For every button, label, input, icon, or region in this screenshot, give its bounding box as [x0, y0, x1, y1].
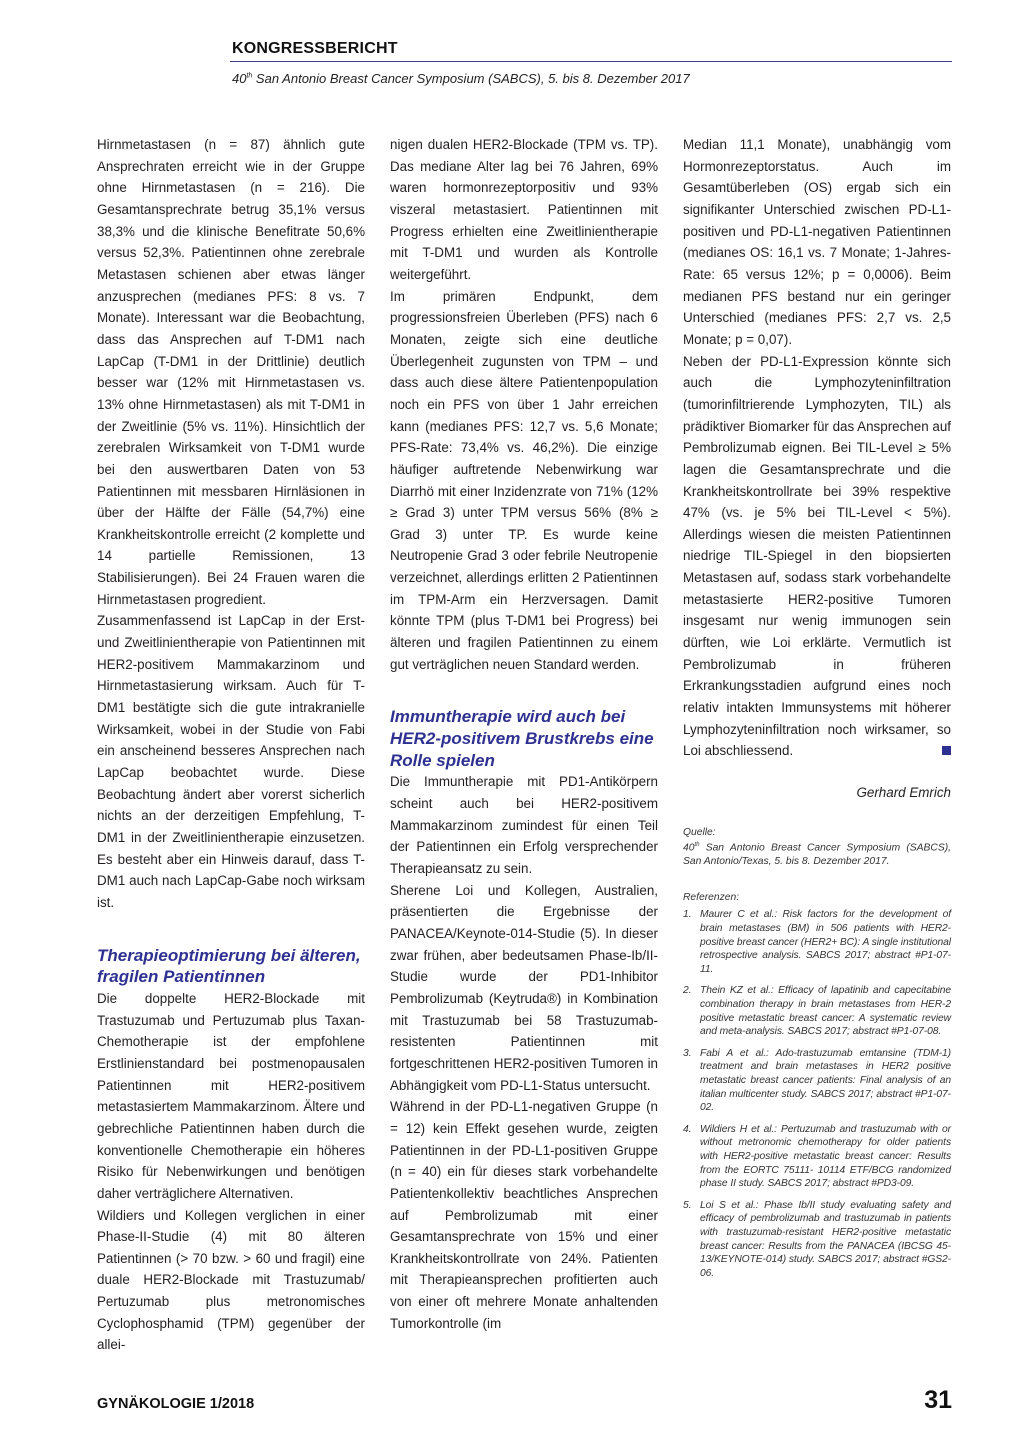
section-heading: Therapieoptimierung bei älteren, fragilen Patientinnen: [97, 945, 361, 987]
paragraph: Die doppelte HER2-Blockade mit Trastuzumab und Pertuzumab plus Taxan-Chemotherapie ist der empfohlene Erstlinienstandard bei postmenopausalen Patientinnen mit HER2-positivem metastasiertem Mammakarzinom. Ältere und gebrechliche Patientinnen haben durch die konventionelle Chemotherapie ein höheres Risiko für Nebenwirkungen und benötigen daher verträglichere Alternativen.: [97, 990, 365, 1201]
spacer: [97, 914, 365, 935]
reference-number: 1.: [683, 909, 692, 921]
source-text: [683, 839, 951, 869]
author-name: Gerhard Emrich: [856, 785, 951, 801]
journal-issue: GYNÄKOLOGIE 1/2018: [97, 1396, 255, 1412]
paragraph-with-endmark: [683, 351, 951, 762]
page-number: 31: [924, 1386, 952, 1414]
reference-text: Thein KZ et al.: Efficacy of lapatinib and capecitabine combination therapy in brain metastases from HER-2 positive metastatic breast cancer: A systematic review and meta-analysis. SABCS 2017; abstract #P1-07-08.: [700, 985, 951, 1038]
subtitle-number: 40: [232, 71, 247, 86]
reference-number: 2.: [683, 985, 692, 997]
header-rule: [230, 61, 952, 62]
reference-text: Fabi A et al.: Ado-trastuzumab emtansine (TDM-1) treatment and brain metastases in HER2 positive metastatic breast cancer patients: Final analysis of an italian multicenter study. SABCS 2017; abstract #P1-07-02.: [700, 1047, 951, 1114]
paragraph: Sherene Loi und Kollegen, Australien, präsentierten die Ergebnisse der PANACEA/Keynote-014-Studie (5). In dieser zwar frühen, aber bedeutsamen Phase-Ib/II-Studie wurde der PD1-Inhibitor Pembrolizumab (Keytruda®) in Kombination mit Trastuzumab bei 58 Trastuzumab-resistenten Patientinnen mit fortgeschrittenen HER2-positiven Tumoren in Abhängigkeit vom PD-L1-Status untersucht.: [390, 882, 658, 1093]
reference-number: 4.: [683, 1123, 692, 1135]
paragraph: Zusammenfassend ist LapCap in der Erst- und Zweitlinientherapie von Patientinnen mit HER2-positivem Mammakarzinom und Hirnmetastasierung wirksam. Auch für T-DM1 bestätigte sich die gute intrakranielle Wirksamkeit, wobei in der Studie von Fabi ein anscheinend besseres Ansprechen nach LapCap beobachtet wurde. Diese Beobachtung ändert aber vorerst sicherlich nichts an der derzeitigen Empfehlung, T-DM1 in der Zweitlinientherapie einzusetzen. Es besteht aber ein Hinweis darauf, dass T-DM1 auch nach LapCap-Gabe noch wirksam ist.: [97, 613, 365, 910]
paragraph: Während in der PD-L1-negativen Gruppe (n = 12) kein Effekt gesehen wurde, zeigten Patientinnen in der PD-L1-positiven Gruppe (n = 40) ein für dieses stark vorbehandelte Patientenkollektiv beachtliches Ansprechen auf Pembrolizumab mit einer Gesamtansprechrate von 15% und einer Krankheitskontrollrate von 24%. Patienten mit Therapieansprechen profitierten auch von einer oft mehrere Monate anhaltenden Tumorkontrolle (im: [390, 1099, 658, 1331]
reference-list: [683, 908, 951, 1280]
paragraph: nigen dualen HER2-Blockade (TPM vs. TP). Das mediane Alter lag bei 76 Jahren, 69% waren hormonrezeptorpositiv und 93% viszeral metastasiert. Patientinnen mit Progress erhielten eine Zweitlinientherapie mit T-DM1 und wurden als Kontrolle weitergeführt.: [390, 137, 658, 282]
reference-item: [683, 1199, 951, 1281]
reference-item: [683, 984, 951, 1038]
reference-item: [683, 1047, 951, 1115]
subtitle-text: San Antonio Breast Cancer Symposium (SABCS), 5. bis 8. Dezember 2017: [252, 71, 690, 86]
paragraph-text: Neben der PD-L1-Expression könnte sich auch die Lymphozyteninfiltration (tumorinfiltrierende Lymphozyten, TIL) als prädiktiver Biomarker für das Ansprechen auf Pembrolizumab eignen. Bei TIL-Level ≥ 5% lagen die Gesamtansprechrate und die Krankheitskontrollrate bei 39% respektive 47% (vs. je 5% bei TIL-Level < 5%). Allerdings wiesen die meisten Patientinnen niedrige TIL-Spiegel in den biopsierten Metastasen auf, sodass stark vorbehandelte metastasierte HER2-positive Tumoren insgesamt nur wenig immunogen sein dürften, wie Loi erklärte. Vermutlich ist Pembrolizumab in früheren Erkrankungsstadien aufgrund eines noch relativ intakten Immunsystems mit höherer Lymphozyteninfiltration noch wirksamer, so Loi abschliessend.: [683, 353, 951, 759]
references-label: Referenzen:: [683, 891, 740, 903]
paragraph: Im primären Endpunkt, dem progressionsfreien Überleben (PFS) nach 6 Monaten, zeigte sich eine deutliche Überlegenheit zugunsten von TPM – und dass auch diese ältere Patientenpopulation noch ein PFS von über 1 Jahr erreichen kann (medianes PFS: 12,7 vs. 5,6 Monate; PFS-Rate: 73,4% vs. 46,2%). Die einzige häufiger auftretende Nebenwirkung war Diarrhö mit einer Inzidenzrate von 71% (12% ≥ Grad 3) unter TPM versus 56% (8% ≥ Grad 3) unter TP. Es wurde keine Neutropenie Grad 3 oder febrile Neutropenie verzeichnet, allerdings erlitten 2 Patientinnen im TPM-Arm ein Herzversagen. Damit könnte TPM (plus T-DM1 bei Progress) bei älteren und fragilen Patientinnen zu einem gut verträglichen neuen Standard werden.: [390, 288, 658, 672]
congress-subtitle: [232, 71, 690, 86]
source-label: Quelle:: [683, 826, 716, 838]
reference-text: Wildiers H et al.: Pertuzumab and trastuzumab with or without metronomic chemotherapy for older patients with HER2-positive metastatic breast cancer: Results from the EORTC 75111- 10114 ETF/BCG randomized phase II study. SABCS 2017; abstract #PD3-09.: [700, 1123, 951, 1190]
column-2: [390, 134, 658, 1334]
column-1: [97, 134, 365, 1356]
source-number: 40: [683, 842, 695, 854]
reference-number: 5.: [683, 1199, 692, 1211]
paragraph: Die Immuntherapie mit PD1-Antikörpern scheint auch bei HER2-positivem Mammakarzinom zumindest für einen Teil der Patientinnen ein Erfolg versprechender Therapieansatz zu sein.: [390, 774, 658, 876]
column-3: [683, 134, 951, 1288]
end-square-icon: [942, 746, 951, 755]
reference-number: 3.: [683, 1047, 692, 1059]
reference-text: Maurer C et al.: Risk factors for the development of brain metastases (BM) in 506 patients with HER2-positive breast cancer (HER2+ BC): A single institutional retrospective analysis. SABCS 2017; abstract #P1-07-11.: [700, 909, 951, 975]
paragraph: Median 11,1 Monate), unabhängig vom Hormonrezeptorstatus. Auch im Gesamtüberleben (OS) ergab sich ein signifikanter Unterschied zwischen PD-L1-positiven und PD-L1-negativen Patientinnen (medianes OS: 16,1 vs. 7 Monate; 1-Jahres-Rate: 65 versus 12%; p = 0,0006). Beim medianen PFS bestand nur ein geringer Unterschied (medianes PFS: 2,7 vs. 2,5 Monate; p = 0,07).: [683, 137, 951, 347]
reference-text: Loi S et al.: Phase Ib/II study evaluating safety and efficacy of pembrolizumab and trastuzumab in patients with trastuzumab-resistant HER2-positive metastatic breast cancer: Results from the PANACEA (IBCSG 45-13/KEYNOTE-014) study. SABCS 2017; abstract #GS2-06.: [700, 1199, 951, 1279]
subtitle-superscript: th: [246, 72, 253, 80]
paragraph: Wildiers und Kollegen verglichen in einer Phase-II-Studie (4) mit 80 älteren Patientinnen (> 70 bzw. > 60 und fragil) eine duale HER2-Blockade mit Trastuzumab/ Pertuzumab plus metronomisches Cyclophosphamid (TPM) gegenüber der allei-: [97, 1207, 365, 1353]
section-heading: Immuntherapie wird auch bei HER2-positivem Brustkrebs eine Rolle spielen: [390, 707, 654, 770]
paragraph: Hirnmetastasen (n = 87) ähnlich gute Ansprechraten erreicht wie in der Gruppe ohne Hirnmetastasen (n = 216). Die Gesamtansprechrate betrug 35,1% versus 38,3% und die klinische Benefitrate 50,6% versus 52,3%. Patientinnen ohne zerebrale Metastasen schienen aber etwas länger anzusprechen (medianes PFS: 8 vs. 7 Monate). Interessant war die Beobachtung, dass das Ansprechen auf T-DM1 nach LapCap (T-DM1 in der Drittlinie) deutlich besser war (12% mit Hirnmetastasen vs. 13% ohne Hirnmetastasen) als mit T-DM1 in der Zweitlinie (5% vs. 11%). Hinsichtlich der zerebralen Wirksamkeit von T-DM1 wurde bei den auswertbaren Daten von 53 Patientinnen mit messbaren Hirnläsionen in über der Hälfte der Fälle (54,7%) eine Krankheitskontrolle erreicht (2 komplette und 14 partielle Remissionen, 13 Stabilisierungen). Bei 24 Frauen waren die Hirnmetastasen progredient.: [97, 137, 365, 607]
source-superscript: th: [694, 842, 700, 849]
reference-item: [683, 1123, 951, 1191]
section-title: KONGRESSBERICHT: [232, 40, 398, 57]
reference-item: [683, 908, 951, 976]
spacer: [390, 675, 658, 696]
source-body: San Antonio Breast Cancer Symposium (SABCS), San Antonio/Texas, 5. bis 8. Dezember 2017.: [683, 842, 951, 868]
